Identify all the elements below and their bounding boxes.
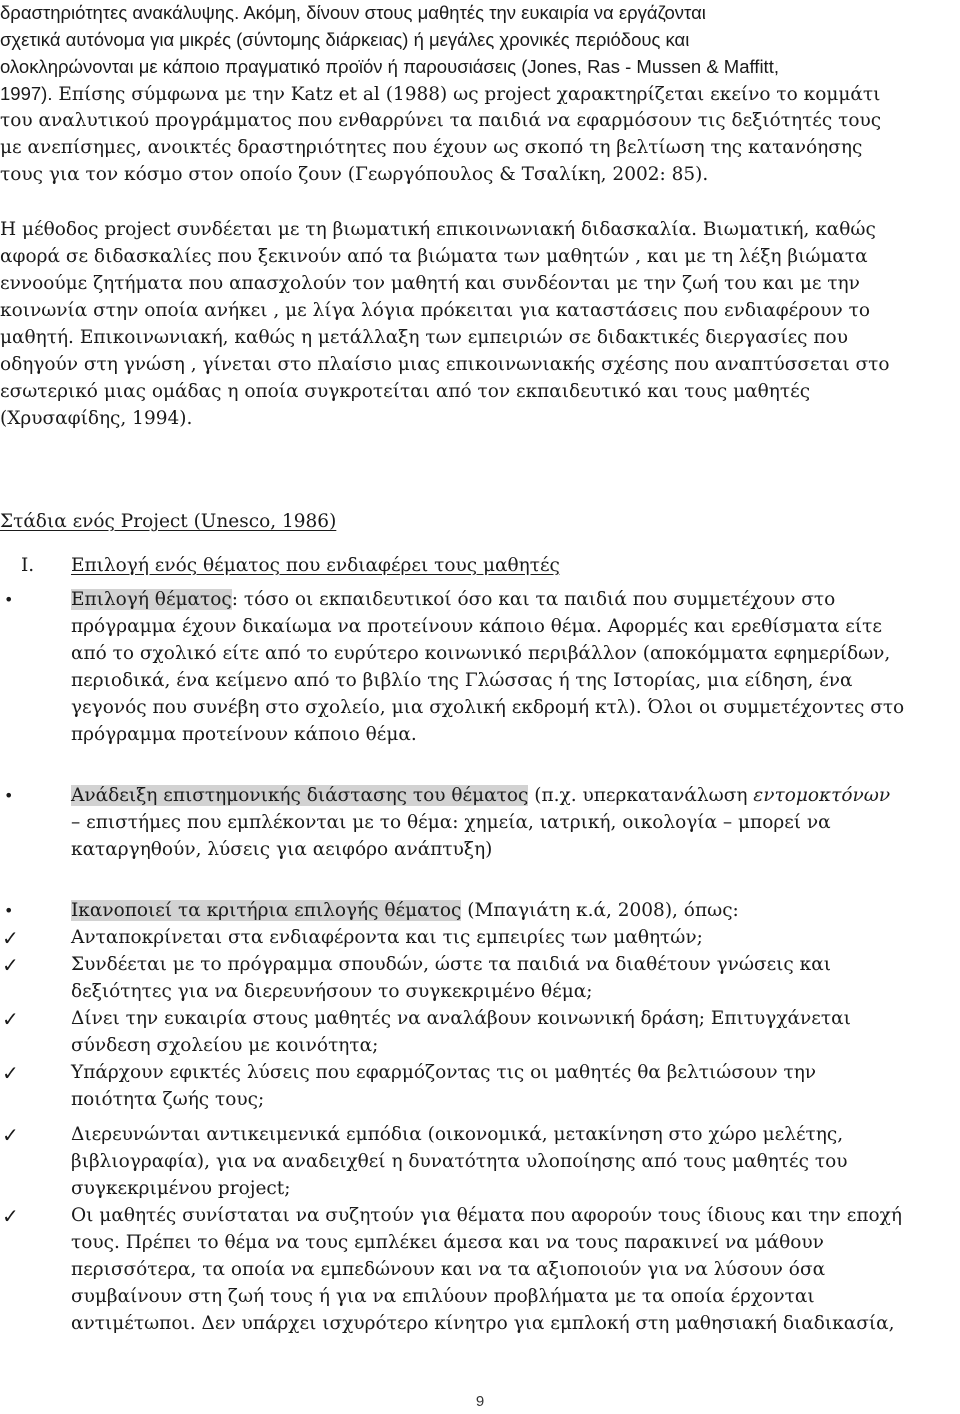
checklist-line: συγκεκριμένου project; [71,1178,291,1199]
paragraph-line: με ανεπίσημες, ανοικτές δραστηριότητες που έχουν ως σκοπό τη βελτίωση της κατανόησης [0,137,863,158]
checklist-line: Οι μαθητές συνίσταται να συζητούν για θέματα που αφορούν τους ίδιους και την εποχή [71,1205,902,1226]
paragraph-line: αφορά σε διδασκαλίες που ξεκινούν από τα βιώματα των μαθητών , και με τη λέξη βιώματα [0,246,868,267]
paragraph-line: δραστηριότητες ανακάλυψης. Ακόμη, δίνουν στους μαθητές την ευκαιρία να εργάζονται [0,2,706,23]
paragraph-line: εσωτερικό μιας ομάδας η οποία συγκροτείται από τον εκπαιδευτικό και τους μαθητές [0,381,811,402]
bullet-line: από το σχολικό είτε από το ευρύτερο κοινωνικό περιβάλλον (αποκόμματα εφημερίδων, [71,643,891,664]
paragraph-line [0,81,880,108]
bullet-text: (π.χ. υπερκατανάλωση [528,785,754,806]
bullet-line: γεγονός που συνέβη στο σχολείο, μια σχολική εκδρομή κτλ). Όλοι οι συμμετέχοντες στο [71,697,905,718]
paragraph-line [0,217,876,243]
checkmark-icon: ✓ [2,1007,19,1031]
bullet-text: : τόσο οι εκπαιδευτικοί όσο και τα παιδιά που συμμετέχουν στο [231,589,836,610]
bullet-line [71,587,835,613]
highlighted-term: Ανάδειξη επιστημονικής διάστασης του θέματος [71,785,529,806]
italic-term: εντομοκτόνων [753,785,891,806]
checklist-line: Ανταποκρίνεται στα ενδιαφέροντα και τις εμπειρίες των μαθητών; [71,927,703,948]
highlighted-term: Ικανοποιεί τα κριτήρια επιλογής θέματος [71,900,462,921]
checklist-line: βιβλιογραφία), για να αναδειχθεί η δυνατότητα υλοποίησης από τους μαθητές του [71,1151,848,1172]
paragraph-line: (Χρυσαφίδης, 1994). [0,408,193,429]
checklist-line: αντιμέτωποι. Δεν υπάρχει ισχυρότερο κίνητρο για εμπλοκή στη μαθησιακή διαδικασία, [71,1313,895,1334]
checklist-line: περισσότερα, τα οποία να εμπεδώνουν και να τα αξιοποιούν για να λύσουν όσα [71,1259,826,1280]
paragraph-line: κοινωνία στην οποία ανήκει , με λίγα λόγια πρόκειται για καταστάσεις που ενδιαφέρουν το [0,300,871,321]
paragraph-text: Βιωματική, καθώς [697,219,876,240]
bullet-icon: • [4,901,14,920]
stage-title: Επιλογή ενός θέματος που ενδιαφέρει τους μαθητές [71,555,560,576]
bullet-text: (Μπαγιάτη κ.ά, 2008), όπως: [461,900,739,921]
checkmark-icon: ✓ [2,1123,19,1147]
bullet-line: πρόγραμμα έχουν δικαίωμα να προτείνουν κάποιο θέμα. Αφορμές και ερεθίσματα είτε [71,616,882,637]
checklist-line: σύνδεση σχολείου με κοινότητα; [71,1035,379,1056]
paragraph-line: του αναλυτικού προγράμματος που ενθαρρύνει τα παιδιά να εφαρμόσουν τις δεξιότητές τους [0,110,882,131]
bullet-line [71,783,890,809]
checklist-line: Δίνει την ευκαιρία στους μαθητές να αναλάβουν κοινωνική δράση; Επιτυγχάνεται [71,1008,851,1029]
bullet-icon: • [4,590,14,609]
paragraph-line: οδηγούν στη γνώση , γίνεται στο πλαίσιο μιας επικοινωνιακής σχέσης που αναπτύσσεται στο [0,354,890,375]
paragraph-line: εννοούμε ζητήματα που απασχολούν τον μαθητή και συνδέονται με την ζωή του και με την [0,273,860,294]
paragraph-line: ολοκληρώνονται με κάποιο πραγματικό προϊόν ή παρουσιάσεις (Jones, Ras - Mussen & Maffitt, [0,56,779,77]
paragraph-line: μαθητή. Επικοινωνιακή, καθώς η μετάλλαξη των εμπειριών σε διδακτικές διεργασίες που [0,327,848,348]
checklist-line: ποιότητα ζωής τους; [71,1089,265,1110]
checklist-line: Υπάρχουν εφικτές λύσεις που εφαρμόζοντας τις οι μαθητές θα βελτιώσουν την [71,1062,817,1083]
bullet-line: περιοδικά, ένα κείμενο από το βιβλίο της Γλώσσας ή της Ιστορίας, μια είδηση, ένα [71,670,853,691]
bullet-line: καταργηθούν, λύσεις για αειφόρο ανάπτυξη) [71,839,493,860]
paragraph-line: τους για τον κόσμο στον οποίο ζουν (Γεωργόπουλος & Τσαλίκη, 2002: 85). [0,164,709,185]
paragraph-line: σχετικά αυτόνομα για μικρές (σύντομης διάρκειας) ή μεγάλες χρονικές περιόδους και [0,29,690,50]
bullet-line [71,898,739,924]
page-number: 9 [475,1393,485,1410]
section-heading: Στάδια ενός Project (Unesco, 1986) [0,511,337,532]
checkmark-icon: ✓ [2,1061,19,1085]
paragraph-text: Επίσης σύμφωνα με την Katz et al (1988) ως project χαρακτηρίζεται εκείνο το κομμάτι [52,84,881,105]
citation-year: 1997). [0,83,53,104]
checklist-line: Συνδέεται με το πρόγραμμα σπουδών, ώστε τα παιδιά να διαθέτουν γνώσεις και [71,954,831,975]
checklist-line: Διερευνώνται αντικειμενικά εμπόδια (οικονομικά, μετακίνηση στο χώρο μελέτης, [71,1124,844,1145]
paragraph-text: Η μέθοδος project συνδέεται με τη βιωματική επικοινωνιακή διδασκαλία. [0,219,698,240]
checklist-line: συμβαίνουν στη ζωή τους ή για να επιλύουν προβλήματα με τα οποία έρχονται [71,1286,815,1307]
checklist-line: τους. Πρέπει το θέμα να τους εμπλέκει άμεσα και να τους παρακινεί να μάθουν [71,1232,824,1253]
highlighted-term: Επιλογή θέματος [71,589,232,610]
roman-numeral: I. [21,555,35,576]
checkmark-icon: ✓ [2,953,19,977]
checkmark-icon: ✓ [2,1204,19,1228]
bullet-line: πρόγραμμα προτείνουν κάποιο θέμα. [71,724,417,745]
bullet-icon: • [4,786,14,805]
checklist-line: δεξιότητες για να διερευνήσουν το συγκεκριμένο θέμα; [71,981,593,1002]
checkmark-icon: ✓ [2,926,19,950]
bullet-line: – επιστήμες που εμπλέκονται με το θέμα: χημεία, ιατρική, οικολογία – μπορεί να [71,812,831,833]
